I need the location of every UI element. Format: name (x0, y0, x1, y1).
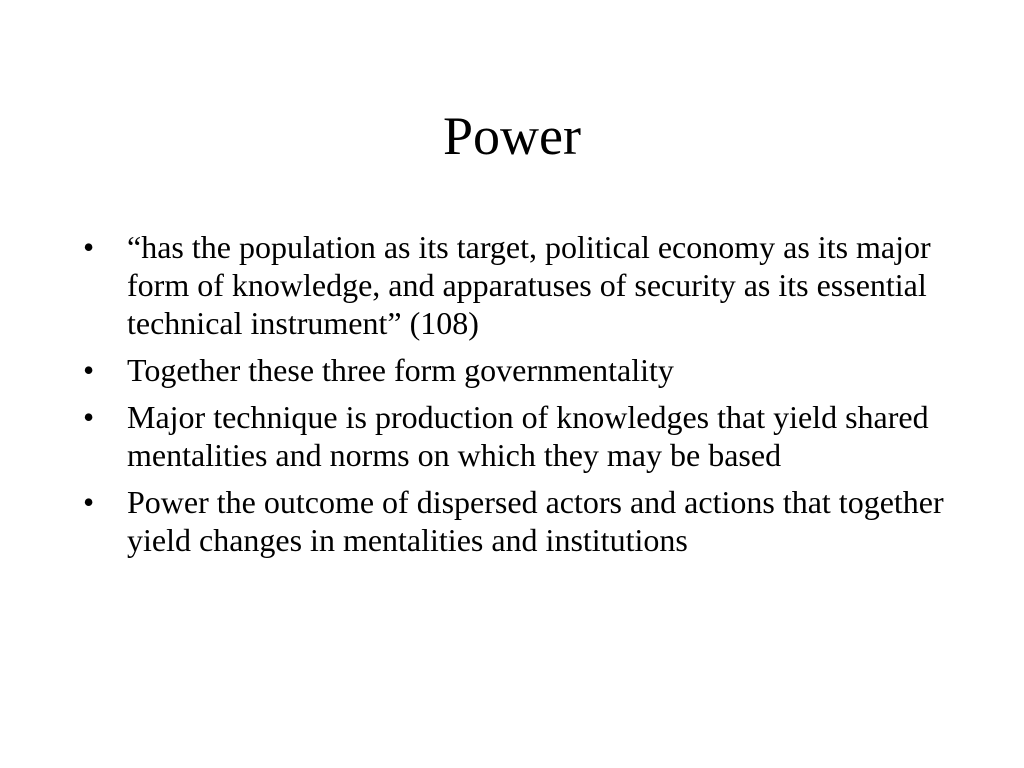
bullet-item (83, 351, 963, 389)
bullet-item (83, 483, 963, 559)
bullet-icon: • (83, 399, 95, 435)
bullet-list (83, 228, 963, 568)
bullet-icon: • (83, 229, 95, 265)
bullet-icon: • (83, 484, 95, 520)
slide-title: Power (443, 106, 581, 166)
bullet-text: “has the population as its target, political economy as its major form of knowledge, and apparatuses of security as its essential technical instrument” (108) (127, 229, 931, 341)
bullet-text: Power the outcome of dispersed actors and actions that together yield changes in mentalities and institutions (127, 484, 944, 558)
bullet-item (83, 398, 963, 474)
bullet-text: Major technique is production of knowledges that yield shared mentalities and norms on which they may be based (127, 399, 929, 473)
bullet-icon: • (83, 352, 95, 388)
bullet-item (83, 228, 963, 342)
bullet-text: Together these three form governmentality (127, 352, 674, 388)
